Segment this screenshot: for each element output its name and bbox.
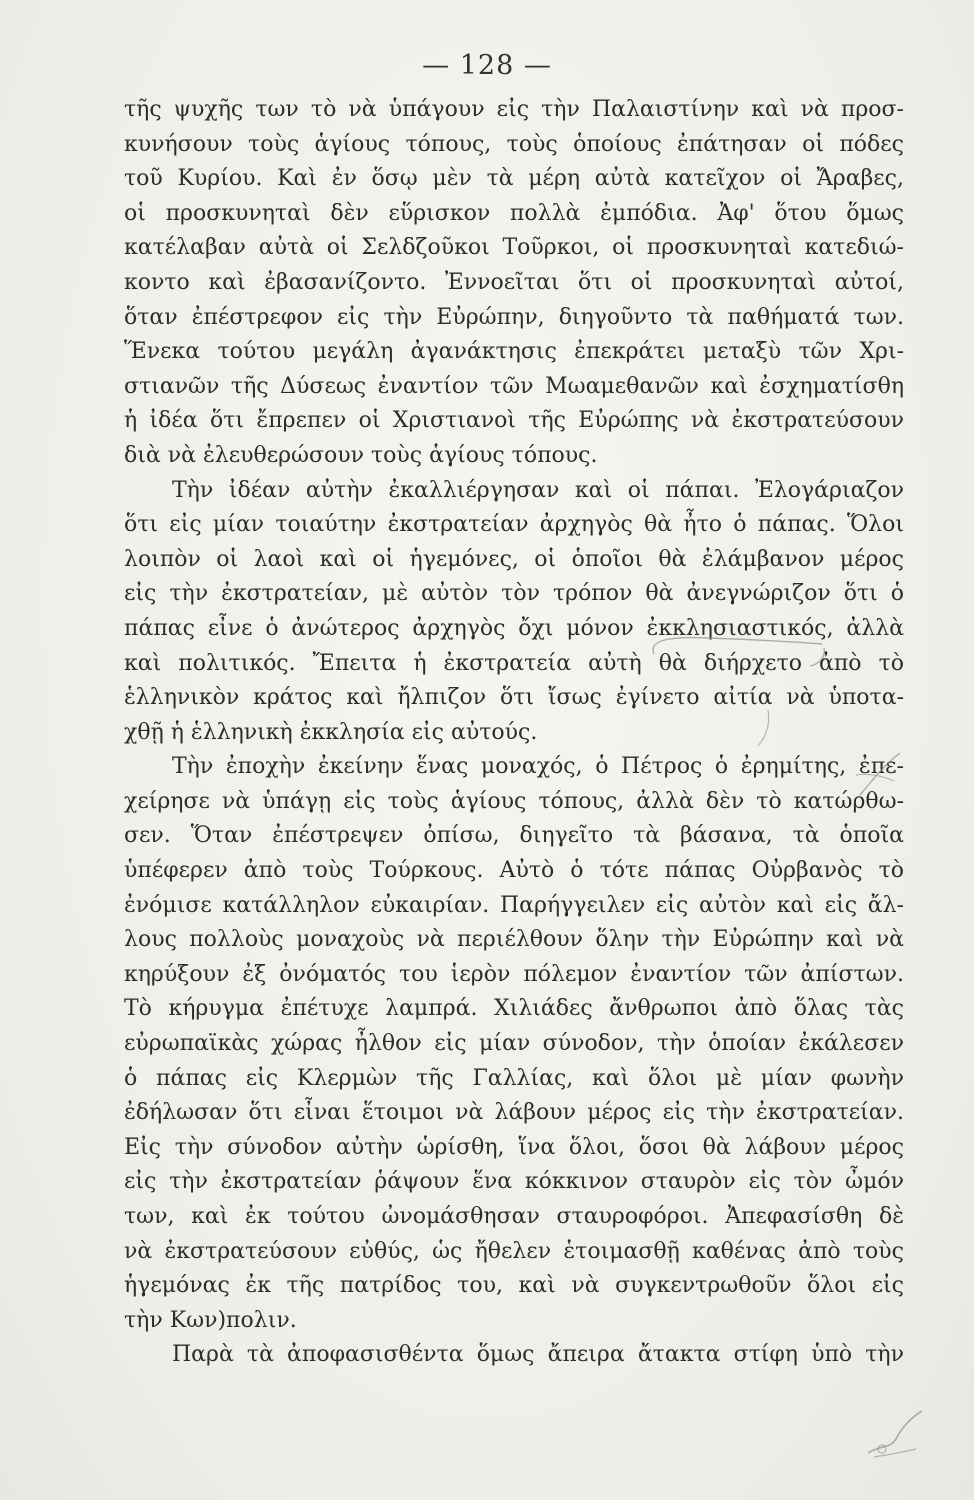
text-line: ἐνόμισε κατάλληλον εὐκαιρίαν. Παρήγγειλεν εἰς αὐτὸν καὶ εἰς ἄλ-	[124, 892, 904, 918]
text-line: στιανῶν τῆς Δύσεως ἐναντίον τῶν Μωαμεθανῶν καὶ ἐσχηματίσθη	[124, 373, 904, 399]
page-number: — 128 —	[422, 50, 552, 81]
pencil-signature-mark	[860, 1405, 930, 1465]
text-line: τὴν Κων)πολιν.	[124, 1307, 297, 1333]
text-line: χθῇ ἡ ἑλληνικὴ ἐκκλησία εἰς αὐτούς.	[124, 719, 538, 745]
text-line: Τὴν ἐποχὴν ἐκείνην ἕνας μοναχός, ὁ Πέτρος ὁ ἐρημίτης, ἐπε-	[172, 754, 904, 780]
text-line: τῆς ψυχῆς των τὸ νὰ ὑπάγουν εἰς τὴν Παλαιστίνην καὶ νὰ προσ-	[124, 97, 904, 122]
text-line: εἰς τὴν ἐκστρατείαν ῥάψουν ἕνα κόκκινον σταυρὸν εἰς τὸν ὦμόν	[124, 1169, 904, 1195]
text-line: κηρύξουν ἐξ ὀνόματός του ἱερὸν πόλεμον ἐναντίον τῶν ἀπίστων.	[124, 961, 904, 987]
text-line: λους πολλοὺς μοναχοὺς νὰ περιέλθουν ὅλην τὴν Εὐρώπην καὶ νὰ	[124, 927, 904, 953]
text-line: Παρὰ τὰ ἀποφασισθέντα ὅμως ἄπειρα ἄτακτα στίφη ὑπὸ τὴν	[172, 1342, 904, 1368]
text-line: εὐρωπαϊκὰς χώρας ἦλθον εἰς μίαν σύνοδον, τὴν ὁποίαν ἐκάλεσεν	[124, 1031, 904, 1057]
text-line: χείρησε νὰ ὑπάγῃ εἰς τοὺς ἁγίους τόπους, ἀλλὰ δὲν τὸ κατώρθω-	[124, 788, 904, 814]
text-line: κατέλαβαν αὐτὰ οἱ Σελδζοῦκοι Τοῦρκοι, οἱ προσκυνηταὶ κατεδιώ-	[124, 235, 904, 261]
pencil-tick-mark	[850, 745, 910, 805]
text-line: ἐδήλωσαν ὅτι εἶναι ἕτοιμοι νὰ λάβουν μέρος εἰς τὴν ἐκστρατείαν.	[124, 1100, 904, 1126]
text-line: οἱ προσκυνηταὶ δὲν εὕρισκον πολλὰ ἐμπόδια. Ἀφ' ὅτου ὅμως	[124, 200, 904, 226]
text-line: Ἕνεκα τούτου μεγάλη ἀγανάκτησις ἐπεκράτει μεταξὺ τῶν Χρι-	[124, 339, 904, 365]
text-line: Εἰς τὴν σύνοδον αὐτὴν ὡρίσθη, ἵνα ὅλοι, ὅσοι θὰ λάβουν μέρος	[124, 1134, 904, 1160]
text-line: καὶ πολιτικός. Ἔπειτα ἡ ἐκστρατεία αὐτὴ θὰ διήρχετο ἀπὸ τὸ	[124, 650, 904, 676]
pencil-bracket-mark	[640, 630, 840, 750]
text-line: λοιπὸν οἱ λαοὶ καὶ οἱ ἡγεμόνες, οἱ ὁποῖοι θὰ ἐλάμβανον μέρος	[124, 546, 904, 572]
text-line: ὑπέφερεν ἀπὸ τοὺς Τούρκους. Αὐτὸ ὁ τότε πάπας Οὐρβανὸς τὸ	[124, 858, 904, 884]
text-line: διὰ νὰ ἐλευθερώσουν τοὺς ἁγίους τόπους.	[124, 442, 598, 468]
text-line: των, καὶ ἐκ τούτου ὠνομάσθησαν σταυροφόροι. Ἀπεφασίσθη δὲ	[124, 1204, 904, 1229]
text-line: ὅταν ἐπέστρεφον εἰς τὴν Εὐρώπην, διηγοῦντο τὰ παθήματά των.	[124, 304, 904, 330]
text-line: ἑλληνικὸν κράτος καὶ ἤλπιζον ὅτι ἴσως ἐγίνετο αἰτία νὰ ὑποτα-	[124, 685, 904, 711]
text-line: ἡ ἰδέα ὅτι ἔπρεπεν οἱ Χριστιανοὶ τῆς Εὐρώπης νὰ ἐκστρατεύσουν	[124, 408, 904, 434]
text-line: εἰς τὴν ἐκστρατείαν, μὲ αὐτὸν τὸν τρόπον θὰ ἀνεγνώριζον ὅτι ὁ	[124, 581, 904, 607]
text-line: κυνήσουν τοὺς ἁγίους τόπους, τοὺς ὁποίους ἐπάτησαν οἱ πόδες	[124, 131, 904, 157]
text-line: Τὴν ἰδέαν αὐτὴν ἐκαλλιέργησαν καὶ οἱ πάπαι. Ἐλογάριαζον	[172, 477, 904, 503]
text-line: Τὸ κήρυγμα ἐπέτυχε λαμπρά. Χιλιάδες ἄνθρωποι ἀπὸ ὅλας τὰς	[124, 996, 904, 1022]
text-line: νὰ ἐκστρατεύσουν εὐθύς, ὡς ἤθελεν ἑτοιμασθῇ καθένας ἀπὸ τοὺς	[124, 1238, 904, 1264]
text-line: πάπας εἶνε ὁ ἀνώτερος ἀρχηγὸς ὄχι μόνον ἐκκλησιαστικός, ἀλλὰ	[124, 615, 904, 641]
text-line: ὅτι εἰς μίαν τοιαύτην ἐκστρατείαν ἀρχηγὸς θὰ ἦτο ὁ πάπας. Ὅλοι	[124, 512, 904, 538]
text-line: σεν. Ὅταν ἐπέστρεψεν ὀπίσω, διηγεῖτο τὰ βάσανα, τὰ ὁποῖα	[124, 823, 904, 849]
text-line: κοντο καὶ ἐβασανίζοντο. Ἐννοεῖται ὅτι οἱ προσκυνηταὶ αὐτοί,	[124, 269, 904, 295]
text-line: ὁ πάπας εἰς Κλερμὼν τῆς Γαλλίας, καὶ ὅλοι μὲ μίαν φωνὴν	[124, 1065, 904, 1091]
text-line: ἡγεμόνας ἐκ τῆς πατρίδος του, καὶ νὰ συγκεντρωθοῦν ὅλοι εἰς	[124, 1273, 904, 1299]
text-line: τοῦ Κυρίου. Καὶ ἐν ὅσῳ μὲν τὰ μέρη αὐτὰ κατεῖχον οἱ Ἄραβες,	[124, 166, 904, 192]
